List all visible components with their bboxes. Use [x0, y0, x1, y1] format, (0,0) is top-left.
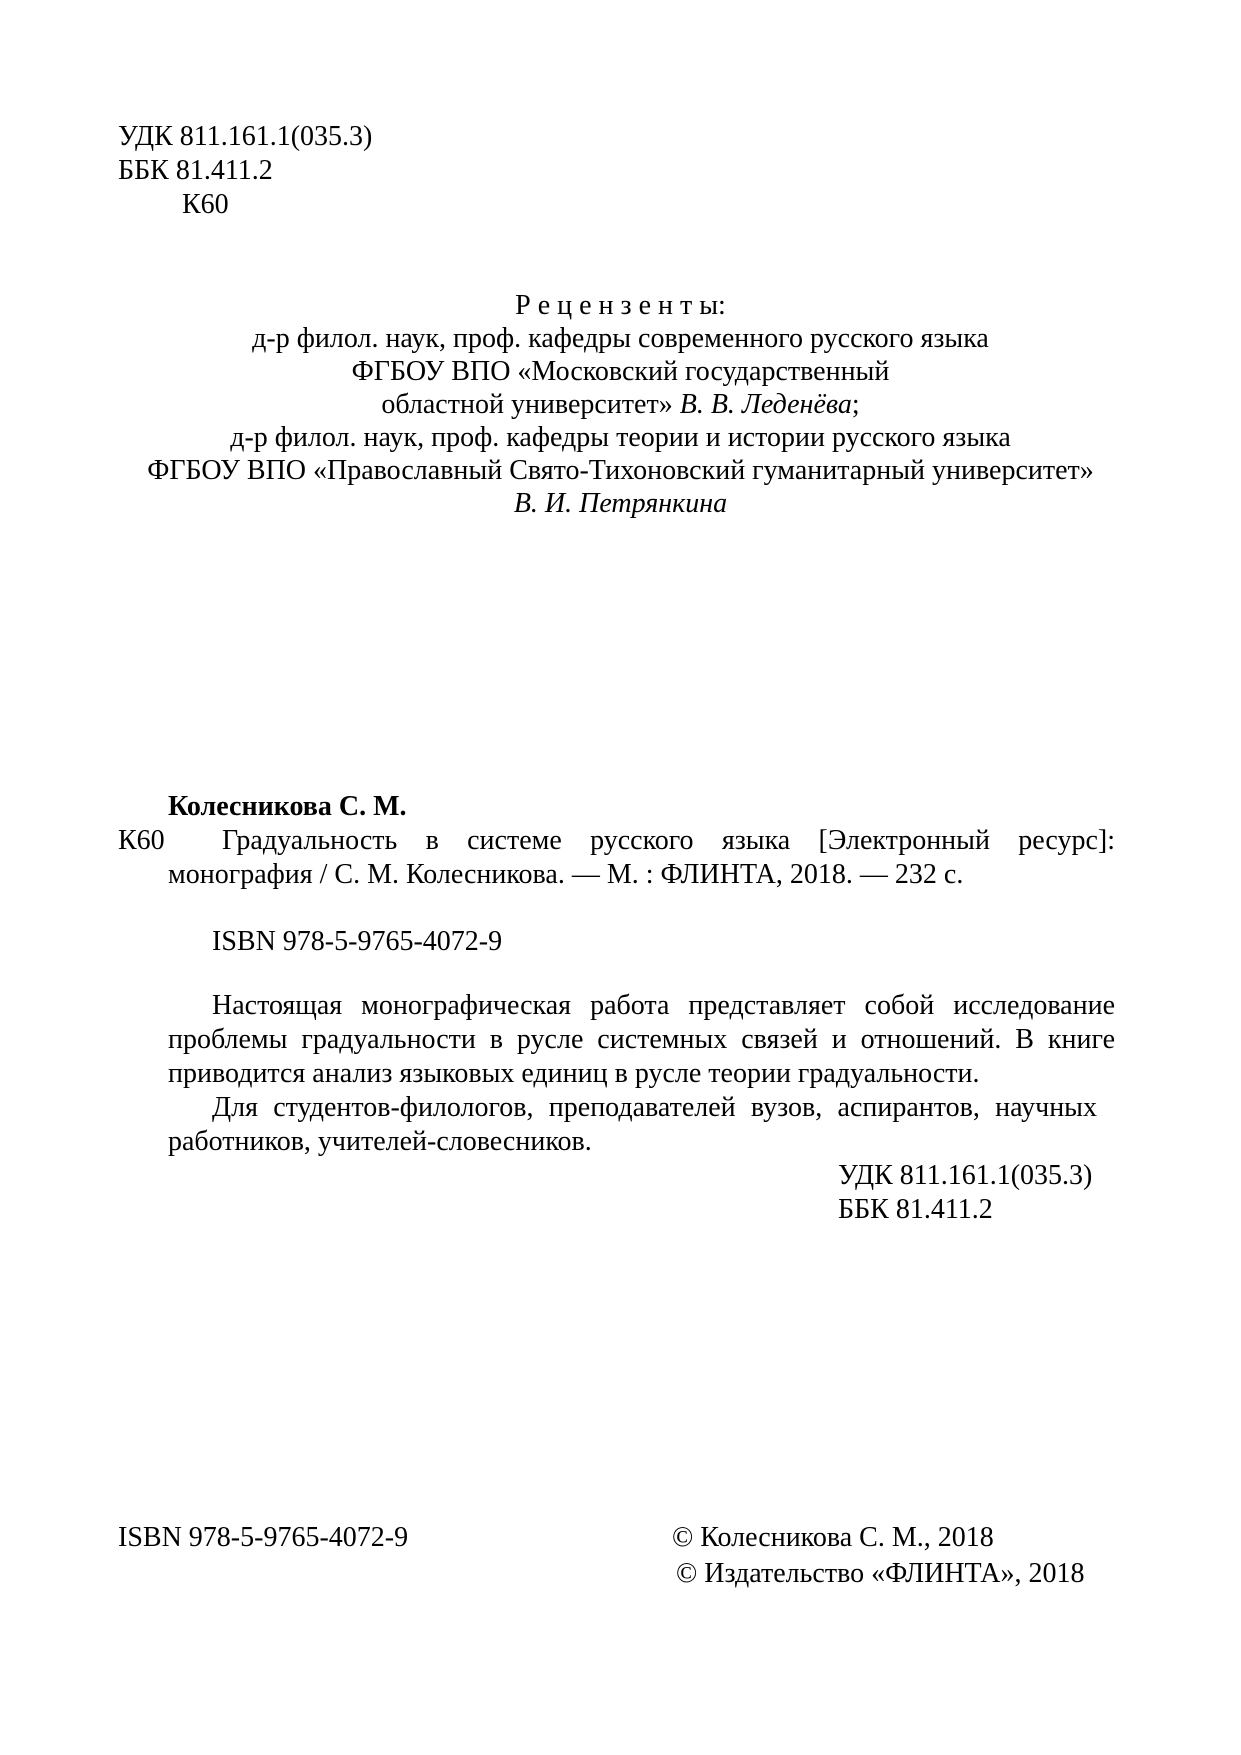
- reviewer-1-org-end: областной университет»: [381, 389, 673, 420]
- reviewer-1-org-name: [0, 388, 1241, 421]
- reviewer-1-name: В. В. Леденёва: [679, 389, 852, 420]
- reviewer-2-org: ФГБОУ ВПО «Православный Свято-Тихоновский гуманитарный университет»: [147, 455, 1094, 486]
- bbk-header: ББК 81.411.2: [118, 155, 273, 186]
- abstract-p1-line-2: проблемы градуальности в русле системных связей и отношений. В книге: [168, 1024, 1115, 1055]
- copyright-author: © Колесникова С. М., 2018: [672, 1522, 994, 1553]
- reviewer-separator: ;: [851, 389, 860, 420]
- abstract-p2-line-1: Для студентов-филологов, преподавателей вузов, аспирантов, научных: [212, 1092, 1097, 1123]
- reviewer-2-position: д-р филол. наук, проф. кафедры теории и истории русского языка: [230, 422, 1011, 453]
- reviewer-1-position: д-р филол. наук, проф. кафедры современного русского языка: [252, 323, 989, 354]
- abstract-p1-line-1: Настоящая монографическая работа представляет собой исследование: [212, 990, 1115, 1021]
- copyright-publisher: © Издательство «ФЛИНТА», 2018: [676, 1558, 1085, 1589]
- reviewers-heading: Р е ц е н з е н т ы:: [515, 290, 726, 321]
- reviewer-1-org: ФГБОУ ВПО «Московский государственный: [351, 356, 890, 387]
- abstract-bbk: ББК 81.411.2: [838, 1194, 993, 1225]
- bib-author: Колесникова С. М.: [168, 791, 407, 822]
- bib-title-line-2: монография / С. М. Колесникова. — М. : ФЛИНТА, 2018. — 232 с.: [168, 859, 964, 890]
- bib-isbn: ISBN 978-5-9765-4072-9: [212, 926, 503, 957]
- abstract-p1-line-3: приводится анализ языковых единиц в русле теории градуальности.: [168, 1058, 980, 1089]
- bib-title-line-1: Градуальность в системе русского языка [Электронный ресурс]:: [222, 825, 1115, 856]
- abstract-udk: УДК 811.161.1(035.3): [838, 1160, 1093, 1191]
- footer-isbn: ISBN 978-5-9765-4072-9: [118, 1522, 409, 1553]
- udk-header: УДК 811.161.1(035.3): [118, 121, 373, 152]
- author-mark-header: К60: [182, 189, 229, 220]
- abstract-p2-line-2: работников, учителей-словесников.: [168, 1126, 592, 1157]
- reviewer-2-name: В. И. Петрянкина: [513, 488, 728, 519]
- bib-author-mark: К60: [118, 825, 165, 856]
